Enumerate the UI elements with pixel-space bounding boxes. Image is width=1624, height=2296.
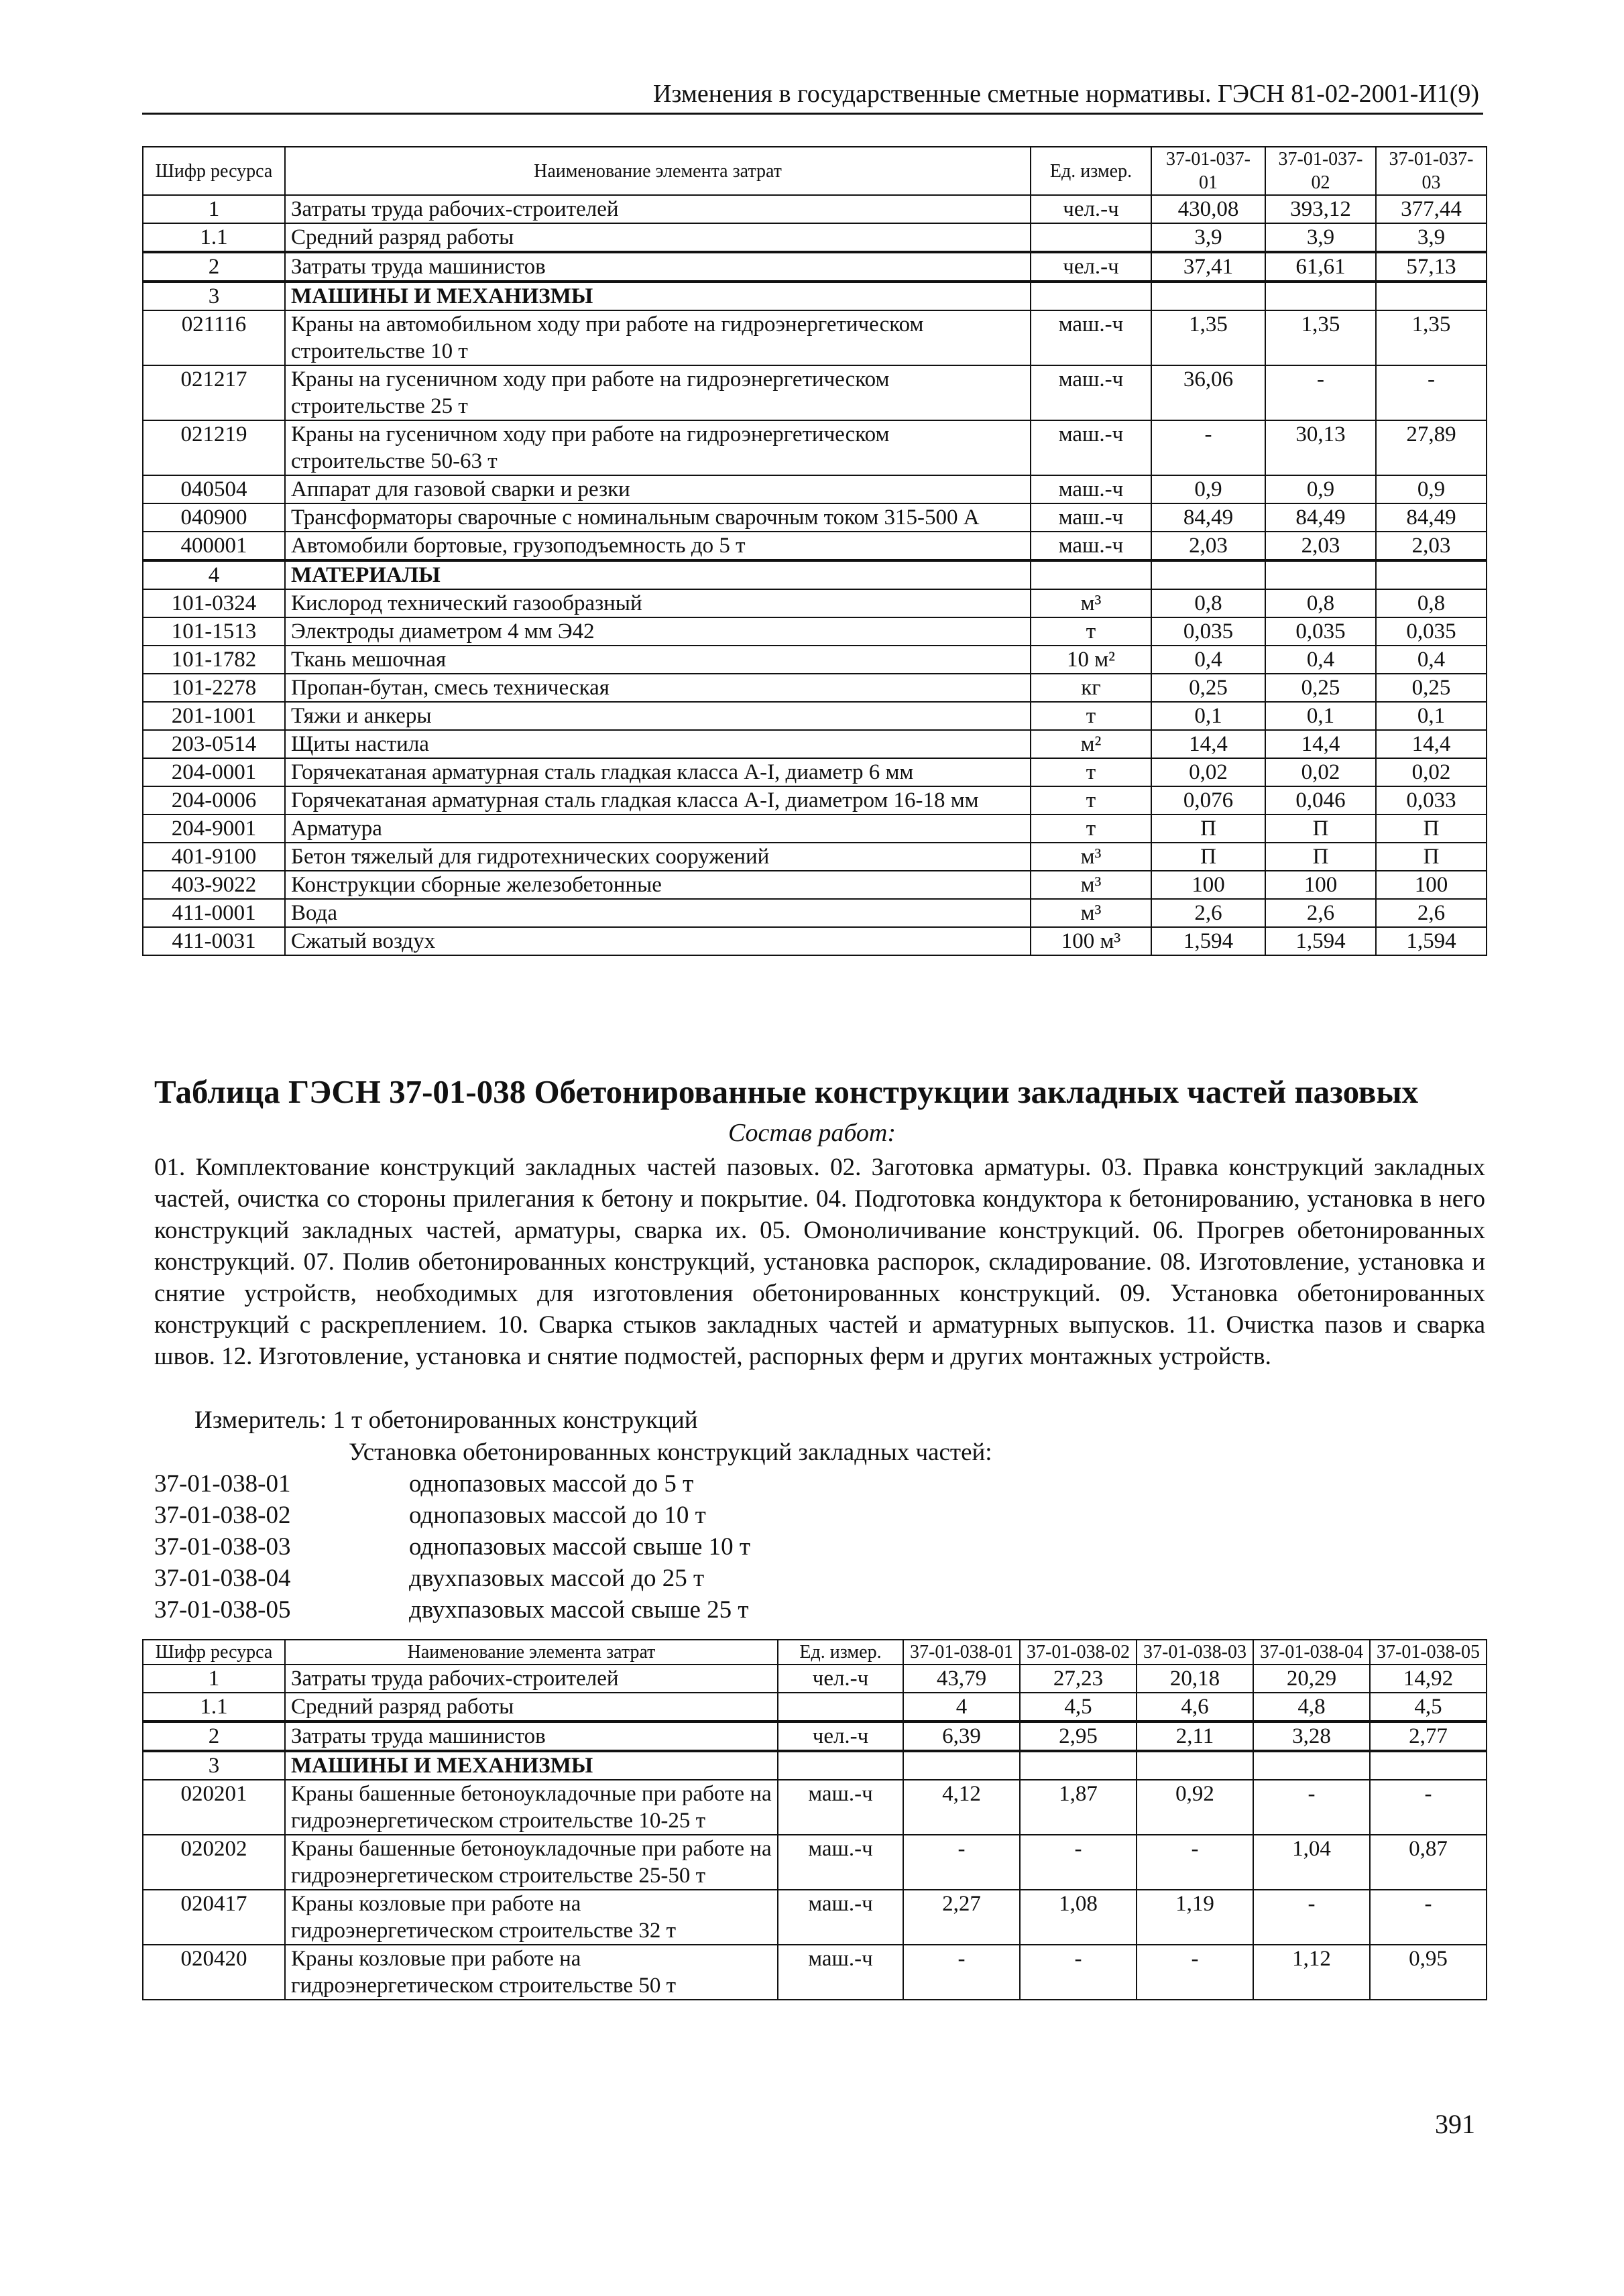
cell-unit: маш.-ч (778, 1835, 903, 1890)
cell-value: 84,49 (1265, 503, 1376, 532)
install-heading: Установка обетонированных конструкций закладных частей: (349, 1439, 992, 1466)
header-col: 37-01-038-05 (1370, 1640, 1487, 1665)
cell-value: - (1020, 1835, 1137, 1890)
cell-code: 204-0006 (143, 786, 285, 814)
cell-unit: маш.-ч (1031, 503, 1151, 532)
cell-value: 1,04 (1253, 1835, 1370, 1890)
header-code: Шифр ресурса (143, 1640, 285, 1665)
cell-code: 101-2278 (143, 674, 285, 702)
section-row (143, 282, 1487, 310)
cell-code: 101-1782 (143, 646, 285, 674)
cell-unit: 100 м³ (1031, 927, 1151, 955)
cell-value: 1,12 (1253, 1945, 1370, 2000)
cell-value: 4 (903, 1693, 1020, 1721)
cell-value: 2,6 (1376, 899, 1487, 927)
cell-value: 2,27 (903, 1890, 1020, 1945)
cell-value: 0,076 (1151, 786, 1265, 814)
cell-unit: маш.-ч (778, 1890, 903, 1945)
cell-unit: кг (1031, 674, 1151, 702)
cell-value: 14,4 (1151, 730, 1265, 758)
table-row (143, 899, 1487, 927)
cell-value: П (1151, 843, 1265, 871)
cell-value: 430,08 (1151, 195, 1265, 223)
header-name: Наименование элемента затрат (285, 1640, 778, 1665)
cell-value: 61,61 (1265, 252, 1376, 282)
meter-line: Измеритель: 1 т обетонированных конструкций (194, 1406, 698, 1434)
cell-name: Краны козловые при работе на гидроэнергетическом строительстве 32 т (285, 1890, 778, 1945)
cell-name: Краны на гусеничном ходу при работе на гидроэнергетическом строительстве 50-63 т (285, 420, 1031, 475)
cell-value: 2,6 (1265, 899, 1376, 927)
cell-name: Горячекатаная арматурная сталь гладкая класса А-I, диаметр 6 мм (285, 758, 1031, 786)
cell-value: 2,11 (1137, 1721, 1253, 1751)
cell-value: - (1370, 1780, 1487, 1835)
cell-value: 0,8 (1265, 589, 1376, 617)
cell-unit: маш.-ч (778, 1945, 903, 2000)
cell-value: 0,035 (1151, 617, 1265, 646)
table-row (143, 646, 1487, 674)
cell-value: 1,35 (1151, 310, 1265, 365)
table-row (143, 1890, 1487, 1945)
section-title: МАШИНЫ И МЕХАНИЗМЫ (291, 1754, 593, 1778)
cell-value: 0,25 (1376, 674, 1487, 702)
cell-name: Конструкции сборные железобетонные (285, 871, 1031, 899)
cell-unit: маш.-ч (1031, 475, 1151, 503)
cell-name (285, 560, 1031, 589)
cell-code: 021217 (143, 365, 285, 420)
cell-name: Горячекатаная арматурная сталь гладкая класса А-I, диаметром 16-18 мм (285, 786, 1031, 814)
cell-value: 4,5 (1020, 1693, 1137, 1721)
header-col: 37-01-038-03 (1137, 1640, 1253, 1665)
cell-value: - (1151, 420, 1265, 475)
cell-name: Затраты труда рабочих-строителей (285, 195, 1031, 223)
cell-unit: т (1031, 814, 1151, 843)
table-row (143, 730, 1487, 758)
section-row (143, 1751, 1487, 1780)
cell-value: 1,08 (1020, 1890, 1137, 1945)
cell-code: 1.1 (143, 223, 285, 252)
cell-name: Краны башенные бетоноукладочные при работе на гидроэнергетическом строительстве 10-25 т (285, 1780, 778, 1835)
cell-value: 4,6 (1137, 1693, 1253, 1721)
cell-value: - (1020, 1945, 1137, 2000)
cell-unit: чел.-ч (1031, 195, 1151, 223)
cell-unit: маш.-ч (1031, 365, 1151, 420)
cell-value: - (1137, 1945, 1253, 2000)
table-row (143, 871, 1487, 899)
cell-code: 4 (143, 560, 285, 589)
header-col: 37-01-037-03 (1376, 147, 1487, 195)
cell-value: 0,87 (1370, 1835, 1487, 1890)
resource-table-037 (142, 146, 1487, 956)
cell-value: 20,18 (1137, 1665, 1253, 1693)
cell-value: 0,035 (1376, 617, 1487, 646)
cell-value: 100 (1376, 871, 1487, 899)
section-title: МАТЕРИАЛЫ (291, 563, 441, 587)
variant-text: двухпазовых массой свыше 25 т (409, 1596, 749, 1624)
cell-name: Затраты труда машинистов (285, 1721, 778, 1751)
cell-value: - (903, 1945, 1020, 2000)
cell-name: Автомобили бортовые, грузоподъемность до 5 т (285, 532, 1031, 560)
cell-value: 2,03 (1376, 532, 1487, 560)
variant-code: 37-01-038-02 (154, 1502, 291, 1529)
cell-value: 3,9 (1151, 223, 1265, 252)
table-row (143, 1665, 1487, 1693)
cell-code: 401-9100 (143, 843, 285, 871)
cell-value: 0,02 (1265, 758, 1376, 786)
cell-unit: т (1031, 786, 1151, 814)
table-row (143, 420, 1487, 475)
cell-value: 3,9 (1265, 223, 1376, 252)
table-row (143, 814, 1487, 843)
cell-name: Затраты труда рабочих-строителей (285, 1665, 778, 1693)
cell-name: Арматура (285, 814, 1031, 843)
cell-code: 040900 (143, 503, 285, 532)
cell-code: 020417 (143, 1890, 285, 1945)
cell-value: 14,92 (1370, 1665, 1487, 1693)
variant-text: однопазовых массой до 5 т (409, 1470, 694, 1498)
cell-unit: чел.-ч (778, 1721, 903, 1751)
table-title: Таблица ГЭСН 37-01-038 Обетонированные конструкции закладных частей пазовых (154, 1073, 1419, 1110)
cell-name: Пропан-бутан, смесь техническая (285, 674, 1031, 702)
cell-value: 0,9 (1376, 475, 1487, 503)
cell-unit: чел.-ч (778, 1665, 903, 1693)
cell-name (285, 282, 1031, 310)
cell-name: Краны на автомобильном ходу при работе на гидроэнергетическом строительстве 10 т (285, 310, 1031, 365)
cell-value: 0,95 (1370, 1945, 1487, 2000)
header-name: Наименование элемента затрат (285, 147, 1031, 195)
cell-value: 2,03 (1151, 532, 1265, 560)
cell-value: 1,35 (1265, 310, 1376, 365)
cell-code: 411-0001 (143, 899, 285, 927)
cell-code: 020420 (143, 1945, 285, 2000)
cell-code: 204-0001 (143, 758, 285, 786)
cell-value: П (1376, 814, 1487, 843)
cell-name (285, 1751, 778, 1780)
cell-code: 020202 (143, 1835, 285, 1890)
cell-value: 43,79 (903, 1665, 1020, 1693)
cell-value: П (1376, 843, 1487, 871)
cell-value: 1,87 (1020, 1780, 1137, 1835)
cell-value: 1,594 (1151, 927, 1265, 955)
cell-code: 203-0514 (143, 730, 285, 758)
cell-value: 6,39 (903, 1721, 1020, 1751)
table-row (143, 1693, 1487, 1721)
cell-unit: 10 м² (1031, 646, 1151, 674)
cell-value: 0,035 (1265, 617, 1376, 646)
table-row (143, 786, 1487, 814)
table-header (143, 1640, 1487, 1665)
table-row (143, 223, 1487, 252)
cell-value: 4,5 (1370, 1693, 1487, 1721)
variant-code: 37-01-038-04 (154, 1565, 291, 1592)
header-col: 37-01-038-02 (1020, 1640, 1137, 1665)
cell-value: 0,8 (1376, 589, 1487, 617)
variant-code: 37-01-038-05 (154, 1596, 291, 1624)
variant-text: однопазовых массой свыше 10 т (409, 1533, 751, 1561)
section-title: МАШИНЫ И МЕХАНИЗМЫ (291, 284, 593, 308)
cell-value: - (1253, 1780, 1370, 1835)
cell-value: 2,03 (1265, 532, 1376, 560)
cell-value: - (1370, 1890, 1487, 1945)
cell-code: 101-1513 (143, 617, 285, 646)
cell-value: - (1376, 365, 1487, 420)
variant-text: двухпазовых массой до 25 т (409, 1565, 705, 1592)
cell-value: 27,23 (1020, 1665, 1137, 1693)
cell-value: 0,02 (1376, 758, 1487, 786)
resource-table-038 (142, 1639, 1487, 2000)
table-row (143, 617, 1487, 646)
running-header (142, 72, 1483, 115)
cell-unit: маш.-ч (1031, 310, 1151, 365)
cell-name: Средний разряд работы (285, 223, 1031, 252)
cell-code: 411-0031 (143, 927, 285, 955)
cell-value: 0,033 (1376, 786, 1487, 814)
cell-unit: маш.-ч (1031, 532, 1151, 560)
cell-code: 3 (143, 1751, 285, 1780)
cell-code: 2 (143, 252, 285, 282)
cell-value: 14,4 (1376, 730, 1487, 758)
table-row (143, 1780, 1487, 1835)
variant-code: 37-01-038-01 (154, 1470, 291, 1498)
cell-value: 4,8 (1253, 1693, 1370, 1721)
cell-value: - (1265, 365, 1376, 420)
cell-name: Бетон тяжелый для гидротехнических сооружений (285, 843, 1031, 871)
cell-name: Аппарат для газовой сварки и резки (285, 475, 1031, 503)
variant-line (154, 1564, 704, 1593)
cell-value: 100 (1265, 871, 1376, 899)
header-col: 37-01-038-04 (1253, 1640, 1370, 1665)
cell-code: 201-1001 (143, 702, 285, 730)
page-number: 391 (1435, 2109, 1475, 2139)
cell-name: Краны на гусеничном ходу при работе на гидроэнергетическом строительстве 25 т (285, 365, 1031, 420)
cell-value: 0,1 (1376, 702, 1487, 730)
cell-value: П (1265, 814, 1376, 843)
cell-value: П (1151, 814, 1265, 843)
cell-name: Сжатый воздух (285, 927, 1031, 955)
cell-value: 2,95 (1020, 1721, 1137, 1751)
table-row (143, 475, 1487, 503)
cell-value: 14,4 (1265, 730, 1376, 758)
cell-value: 100 (1151, 871, 1265, 899)
header-text: Изменения в государственные сметные нормативы. ГЭСН 81-02-2001-И1(9) (652, 80, 1479, 108)
table-row (143, 927, 1487, 955)
table-row (143, 365, 1487, 420)
cell-value: 84,49 (1376, 503, 1487, 532)
cell-value: 0,9 (1265, 475, 1376, 503)
cell-value: 0,1 (1265, 702, 1376, 730)
cell-code: 1 (143, 1665, 285, 1693)
cell-value: - (1137, 1835, 1253, 1890)
cell-code: 021219 (143, 420, 285, 475)
cell-value: 1,594 (1265, 927, 1376, 955)
cell-name: Ткань мешочная (285, 646, 1031, 674)
cell-name: Кислород технический газообразный (285, 589, 1031, 617)
table-row (143, 589, 1487, 617)
header-col: 37-01-037-01 (1151, 147, 1265, 195)
cell-value: - (903, 1835, 1020, 1890)
cell-value: П (1265, 843, 1376, 871)
cell-value: 393,12 (1265, 195, 1376, 223)
table-row (143, 1945, 1487, 2000)
cell-unit: т (1031, 617, 1151, 646)
table-row (143, 252, 1487, 282)
table-row (143, 1721, 1487, 1751)
cell-value: 377,44 (1376, 195, 1487, 223)
header-col: 37-01-037-02 (1265, 147, 1376, 195)
cell-value: 3,9 (1376, 223, 1487, 252)
cell-code: 1.1 (143, 1693, 285, 1721)
cell-name: Вода (285, 899, 1031, 927)
cell-value: 1,35 (1376, 310, 1487, 365)
table-header (143, 147, 1487, 195)
table-row (143, 532, 1487, 560)
cell-value: 0,02 (1151, 758, 1265, 786)
cell-value: 0,8 (1151, 589, 1265, 617)
cell-value: 27,89 (1376, 420, 1487, 475)
cell-value: 84,49 (1151, 503, 1265, 532)
cell-value: 57,13 (1376, 252, 1487, 282)
cell-name: Затраты труда машинистов (285, 252, 1031, 282)
cell-value: 0,25 (1151, 674, 1265, 702)
cell-unit: чел.-ч (1031, 252, 1151, 282)
cell-value: 20,29 (1253, 1665, 1370, 1693)
cell-value: 0,4 (1376, 646, 1487, 674)
cell-unit: м³ (1031, 871, 1151, 899)
cell-unit: т (1031, 758, 1151, 786)
cell-value: 2,6 (1151, 899, 1265, 927)
cell-unit: т (1031, 702, 1151, 730)
cell-code: 020201 (143, 1780, 285, 1835)
cell-value: 0,1 (1151, 702, 1265, 730)
cell-value: 0,046 (1265, 786, 1376, 814)
header-col: 37-01-038-01 (903, 1640, 1020, 1665)
cell-unit (778, 1693, 903, 1721)
cell-value: 1,19 (1137, 1890, 1253, 1945)
cell-value: 4,12 (903, 1780, 1020, 1835)
cell-unit: маш.-ч (1031, 420, 1151, 475)
table-row (143, 702, 1487, 730)
cell-value: 0,25 (1265, 674, 1376, 702)
cell-code: 403-9022 (143, 871, 285, 899)
variant-text: однопазовых массой до 10 т (409, 1502, 706, 1529)
cell-code: 400001 (143, 532, 285, 560)
table-row (143, 1835, 1487, 1890)
cell-value: 30,13 (1265, 420, 1376, 475)
cell-unit (1031, 223, 1151, 252)
cell-unit: маш.-ч (778, 1780, 903, 1835)
section-row (143, 560, 1487, 589)
cell-value: 0,9 (1151, 475, 1265, 503)
cell-code: 040504 (143, 475, 285, 503)
cell-name: Средний разряд работы (285, 1693, 778, 1721)
table-row (143, 758, 1487, 786)
cell-unit: м³ (1031, 899, 1151, 927)
header-code: Шифр ресурса (143, 147, 285, 195)
table-row (143, 674, 1487, 702)
works-description: 01. Комплектование конструкций закладных частей пазовых. 02. Заготовка арматуры. 03. Правка конструкций закладных частей, очистка со стороны прилегания к бетону и покрытие. 04. Подготовка кондуктора к бетонированию, установка в него конструкций закладных частей, арматуры, сварка их. 05. Омоноличивание конструкций. 06. Прогрев обетонированных конструкций. 07. Полив обетонированных конструкций, установка распорок, складирование. 08. Изготовление, установка и снятие устройств, необходимых для изготовления обетонированных конструкций. 09. Установка обетонированных конструкций с раскреплением. 10. Сварка стыков закладных частей и арматурных выпусков. 11. Очистка пазов и сварка швов. 12. Изготовление, установка и снятие подмостей, распорных ферм и других монтажных устройств. (154, 1154, 1485, 1370)
works-subtitle: Состав работ: (728, 1119, 896, 1147)
table-row (143, 503, 1487, 532)
table-row (143, 310, 1487, 365)
variant-line (154, 1501, 706, 1530)
cell-code: 021116 (143, 310, 285, 365)
variant-line (154, 1595, 749, 1624)
cell-code: 2 (143, 1721, 285, 1751)
cell-value: 37,41 (1151, 252, 1265, 282)
cell-value: 36,06 (1151, 365, 1265, 420)
variant-code: 37-01-038-03 (154, 1533, 291, 1561)
cell-name: Трансформаторы сварочные с номинальным сварочным током 315-500 А (285, 503, 1031, 532)
cell-unit: м³ (1031, 843, 1151, 871)
cell-code: 1 (143, 195, 285, 223)
cell-value: 0,92 (1137, 1780, 1253, 1835)
cell-value: 0,4 (1265, 646, 1376, 674)
cell-name: Краны козловые при работе на гидроэнергетическом строительстве 50 т (285, 1945, 778, 2000)
variant-line (154, 1532, 750, 1561)
cell-value: - (1253, 1890, 1370, 1945)
cell-value: 3,28 (1253, 1721, 1370, 1751)
cell-unit: м² (1031, 730, 1151, 758)
header-unit: Ед. измер. (778, 1640, 903, 1665)
cell-value: 2,77 (1370, 1721, 1487, 1751)
variant-line (154, 1469, 693, 1498)
cell-name: Электроды диаметром 4 мм Э42 (285, 617, 1031, 646)
cell-name: Краны башенные бетоноукладочные при работе на гидроэнергетическом строительстве 25-50 т (285, 1835, 778, 1890)
cell-code: 204-9001 (143, 814, 285, 843)
header-unit: Ед. измер. (1031, 147, 1151, 195)
table-row (143, 195, 1487, 223)
cell-name: Щиты настила (285, 730, 1031, 758)
cell-code: 3 (143, 282, 285, 310)
cell-value: 1,594 (1376, 927, 1487, 955)
cell-value: 0,4 (1151, 646, 1265, 674)
cell-code: 101-0324 (143, 589, 285, 617)
cell-unit: м³ (1031, 589, 1151, 617)
table-row (143, 843, 1487, 871)
cell-name: Тяжи и анкеры (285, 702, 1031, 730)
